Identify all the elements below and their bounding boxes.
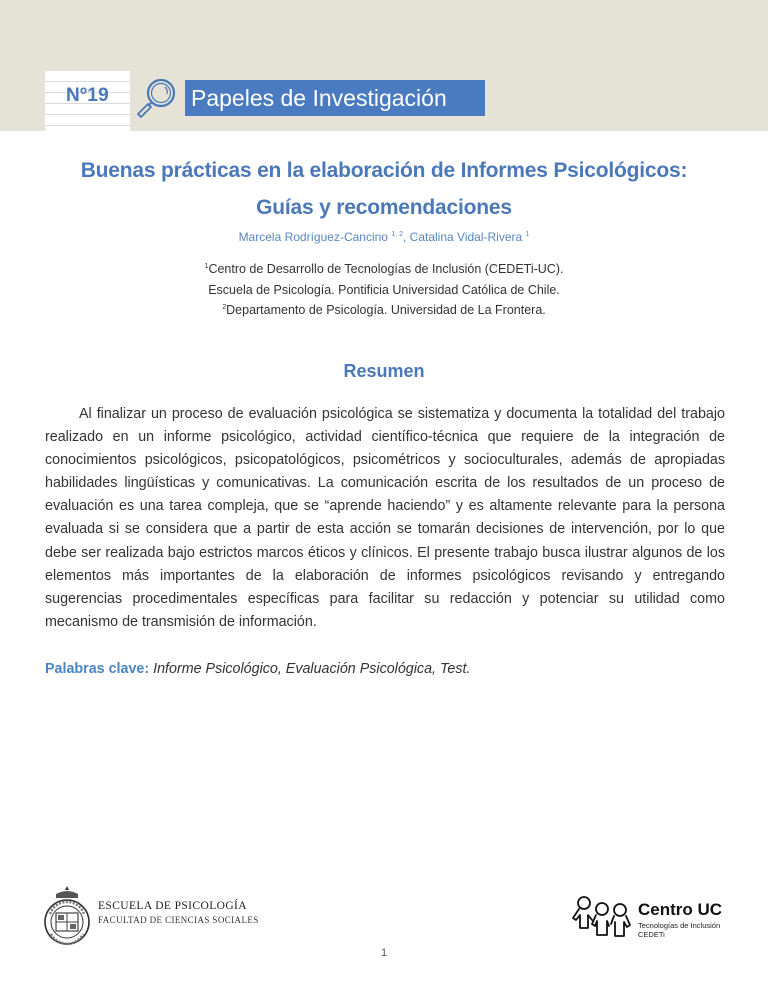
article-title-line1: Buenas prácticas en la elaboración de Informes Psicológicos: — [80, 159, 688, 182]
affiliation-text: Centro de Desarrollo de Tecnologías de Inclusión (CEDETi-UC). — [208, 262, 564, 276]
affiliation-2 — [0, 303, 768, 317]
affiliation-1-continued — [0, 283, 768, 297]
author-separator: , — [403, 230, 410, 244]
abstract-heading: Resumen — [343, 361, 425, 381]
school-name: ESCUELA DE PSICOLOGÍA — [98, 900, 247, 912]
page-number: 1 — [380, 947, 388, 959]
affiliation-1 — [0, 262, 768, 276]
university-seal-icon — [42, 884, 92, 946]
author-name: Marcela Rodríguez-Cancino — [238, 230, 388, 244]
affiliation-marker: 2 — [222, 303, 227, 311]
centro-subtitle: Tecnologías de Inclusión — [638, 921, 721, 930]
author-name: Catalina Vidal-Rivera — [409, 230, 523, 244]
abstract-body: Al finalizar un proceso de evaluación psicológica se sistematiza y documenta la totalidad del trabajo realizado en un informe psicológico, actividad científico-técnica que requiere de la integración de conocimientos psicológicos, psicopatológicos, psicométricos y socioculturales, además de apropiadas habilidades lingüísticas y comunicativas. La comunicación escrita de los resultados de un proceso de evaluación es una tarea compleja, que se “aprende haciendo” y es altamente relevante para la persona evaluada si se considera que a partir de esta acción se tomarán decisiones de intervención, por lo que debe ser realizada bajo estrictos marcos éticos y clínicos. El presente trabajo busca ilustrar algunos de los elementos más importantes de la elaboración de informes psicológicos revisando y entregando sugerencias procedimentales específicas para facilitar su redacción y potenciar su utilidad como mecanismo de transmisión de información. — [45, 406, 725, 630]
keywords-line — [45, 661, 725, 677]
author-affiliation-marker: 1 — [525, 231, 530, 238]
affiliation-marker: 1 — [204, 262, 209, 270]
author-affiliation-marker: 1, 2 — [391, 231, 403, 238]
school-logo — [42, 884, 292, 948]
centro-name: Centro UC — [638, 900, 723, 919]
children-group-icon — [570, 894, 636, 940]
keywords-values: Informe Psicológico, Evaluación Psicológica, Test. — [149, 661, 471, 677]
centro-acronym: CEDETi — [638, 930, 665, 939]
article-title-line2: Guías y recomendaciones — [256, 196, 512, 219]
series-banner — [185, 80, 485, 116]
authors-line — [0, 230, 768, 244]
keywords-label: Palabras clave: — [45, 661, 150, 677]
magnifier-icon — [134, 76, 178, 122]
faculty-name: FACULTAD DE CIENCIAS SOCIALES — [98, 915, 259, 925]
issue-number-box — [45, 71, 130, 131]
affiliation-text: Escuela de Psicología. Pontificia Universidad Católica de Chile. — [208, 283, 560, 297]
issue-number: Nº19 — [66, 85, 109, 106]
series-title: Papeles de Investigación — [191, 85, 447, 111]
centro-uc-logo — [570, 894, 740, 944]
affiliation-text: Departamento de Psicología. Universidad de La Frontera. — [226, 303, 546, 317]
